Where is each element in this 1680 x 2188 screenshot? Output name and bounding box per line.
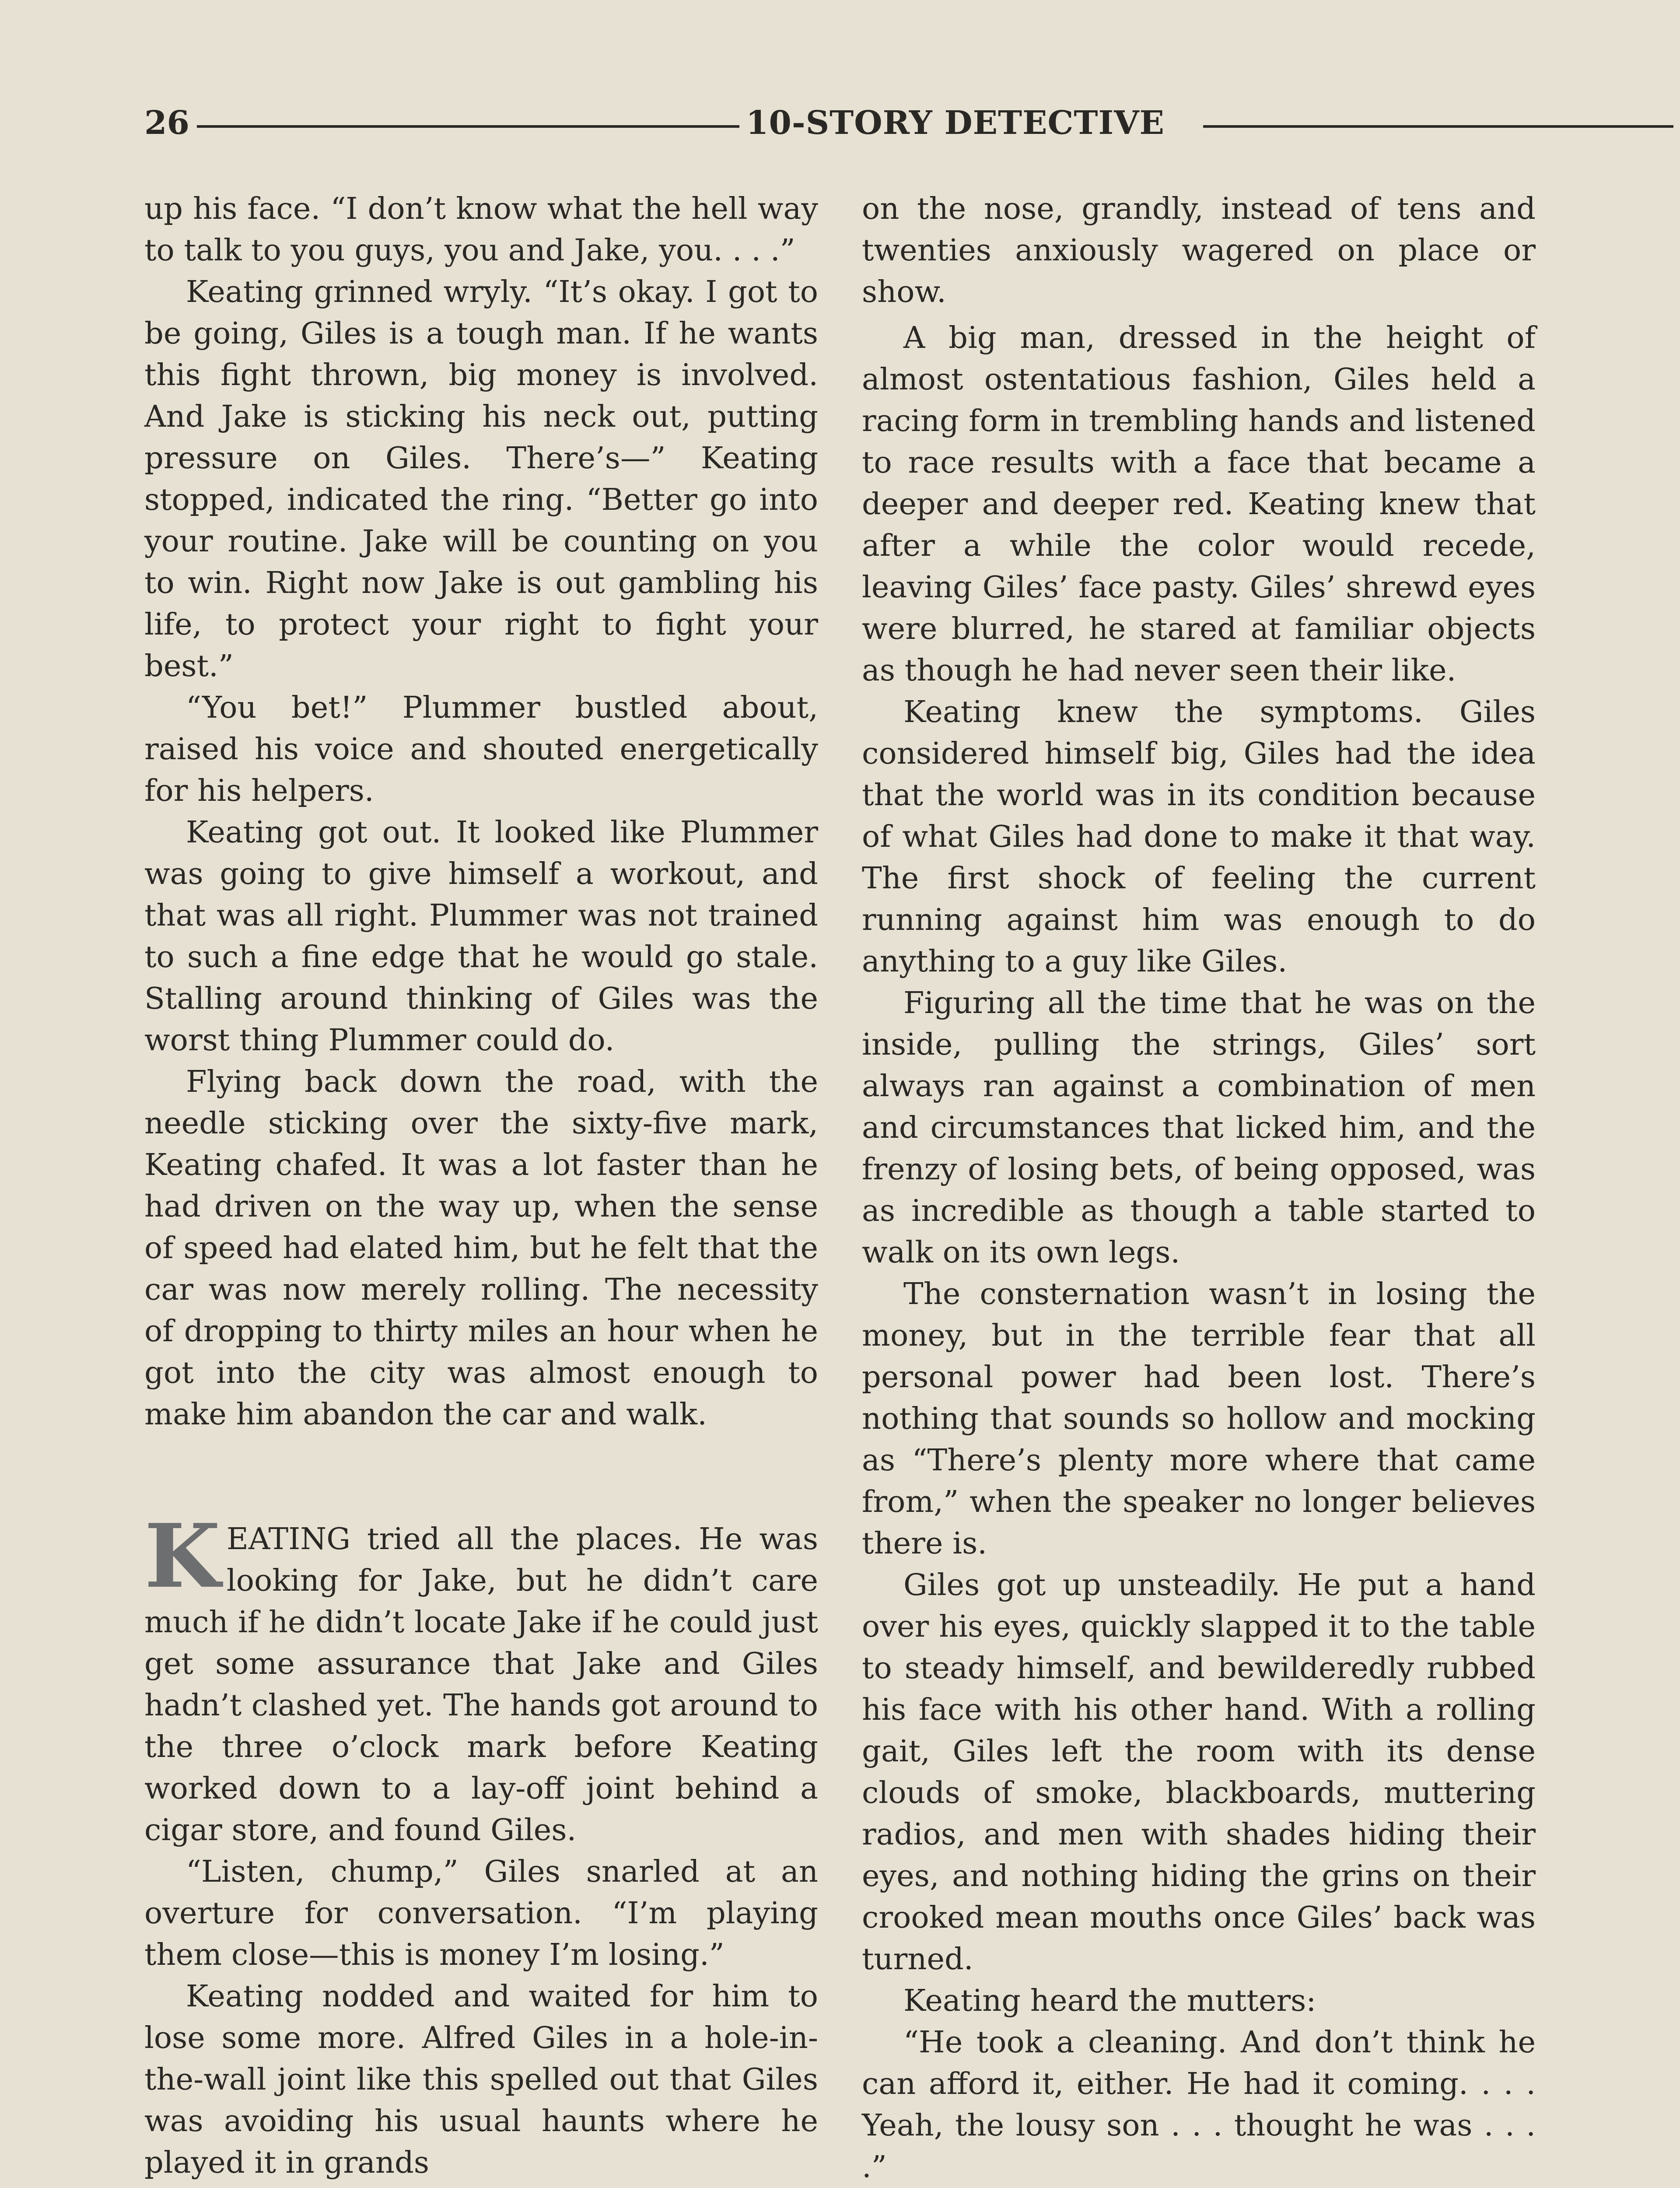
paragraph: Keating knew the symptoms. Giles considered himself big, Giles had the idea that the world was in its condition because of what Giles had done to make it that way. The first shock of feeling the current running against him was enough to do anything to a guy like Giles. [862,694,1536,979]
header-rule-left [197,125,739,128]
page-header [144,102,1529,150]
paragraph: on the nose, grandly, instead of tens and twenties anxiously wagered on place or show. [862,191,1536,309]
paragraph: Keating got out. It looked like Plummer was going to give himself a workout, and that was all right. Plummer was not trained to such a fine edge that he would go stale. Stalling around thinking of Giles was the worst thing Plummer could do. [144,815,818,1058]
paragraph: The consternation wasn’t in losing the money, but in the terrible fear that all personal power had been lost. There’s nothing that sounds so hollow and mocking as “There’s plenty more where that came from,” when the speaker no longer believes there is. [862,1276,1536,1561]
paragraph: up his face. “I don’t know what the hell way to talk to you guys, you and Jake, you. . . .” [144,191,818,268]
page-number: 26 [144,104,189,142]
paragraph-text: EATING tried all the places. He was looking for Jake, but he didn’t care much if he didn’t locate Jake if he could just get some assurance that Jake and Giles hadn’t clashed yet. The hands got around to the three o’clock mark before Keating worked down to a lay-off joint behind a cigar store, and found Giles. [144,1522,818,1848]
paragraph: Giles got up unsteadily. He put a hand over his eyes, quickly slapped it to the table to steady himself, and bewilderedly rubbed his face with his other hand. With a rolling gait, Giles left the room with its dense clouds of smoke, blackboards, muttering radios, and men with shades hiding their eyes, and nothing hiding the grins on their crooked mean mouths once Giles’ back was turned. [862,1567,1536,1977]
section-paragraph [144,1505,818,1851]
paragraph: “He took a cleaning. And don’t think he can afford it, either. He had it coming. . . . Yeah, the lousy son . . . thought he was . . . .” [862,2025,1536,2184]
paragraph: Keating heard the mutters: [903,1983,1316,2018]
paragraph: Flying back down the road, with the needle sticking over the sixty-five mark, Keating chafed. It was a lot faster than he had driven on the way up, when the sense of speed had elated him, but he felt that the car was now merely rolling. The necessity of dropping to thirty miles an hour when he got into the city was almost enough to make him abandon the car and walk. [144,1064,818,1432]
paragraph: Keating grinned wryly. “It’s okay. I got to be going, Giles is a tough man. If he wants this fight thrown, big money is involved. And Jake is sticking his neck out, putting pressure on Giles. There’s—” Keating stopped, indicated the ring. “Better go into your routine. Jake will be counting on you to win. Right now Jake is out gambling his life, to protect your right to fight your best.” [144,274,818,684]
paragraph: “Listen, chump,” Giles snarled at an overture for conversation. “I’m playing them close—this is money I’m losing.” [144,1854,818,1972]
paragraph: Keating nodded and waited for him to lose some more. Alfred Giles in a hole-in-the-wall joint like this spelled out that Giles was avoiding his usual haunts where he played it in grands [144,1979,818,2180]
paragraph: A big man, dressed in the height of almost ostentatious fashion, Giles held a racing form in trembling hands and listened to race results with a face that became a deeper and deeper red. Keating knew that after a while the color would recede, leaving Giles’ face pasty. Giles’ shrewd eyes were blurred, he stared at familiar objects as though he had never seen their like. [862,320,1536,688]
right-column [862,188,1536,2188]
paragraph: “You bet!” Plummer bustled about, raised his voice and shouted energetically for his helpers. [144,690,818,808]
magazine-title: 10-STORY DETECTIVE [746,104,1165,142]
header-rule-right [1203,125,1673,128]
left-column [144,188,818,2184]
drop-cap: K [144,1505,220,1608]
paragraph: Figuring all the time that he was on the inside, pulling the strings, Giles’ sort always ran against a combination of men and circumstances that licked him, and the frenzy of losing bets, of being opposed, was as incredible as though a table started to walk on its own legs. [862,985,1536,1270]
